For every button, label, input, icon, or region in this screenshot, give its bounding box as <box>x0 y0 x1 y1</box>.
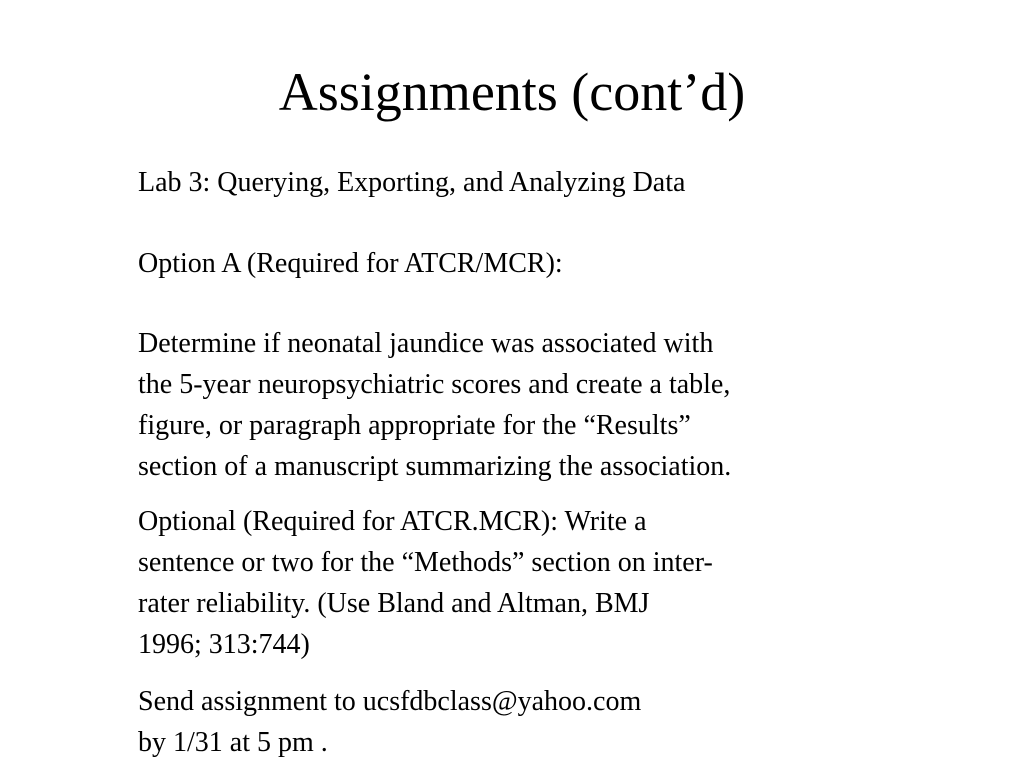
lab-heading: Lab 3: Querying, Exporting, and Analyzing Data <box>138 167 686 198</box>
slide-title: Assignments (cont’d) <box>278 62 746 122</box>
optional-paragraph: Optional (Required for ATCR.MCR): Write a sentence or two for the “Methods” section on inter- rater reliability. (Use Bland and Altman, BMJ 1996; 313:744) <box>138 506 713 660</box>
send-assignment-paragraph: Send assignment to ucsfdbclass@yahoo.com by 1/31 at 5 pm . <box>138 686 642 758</box>
determine-paragraph: Determine if neonatal jaundice was associated with the 5-year neuropsychiatric scores and create a table, figure, or paragraph appropriate for the “Results” section of a manuscript summarizing the association. <box>138 328 732 482</box>
option-a-label: Option A (Required for ATCR/MCR): <box>138 248 563 279</box>
